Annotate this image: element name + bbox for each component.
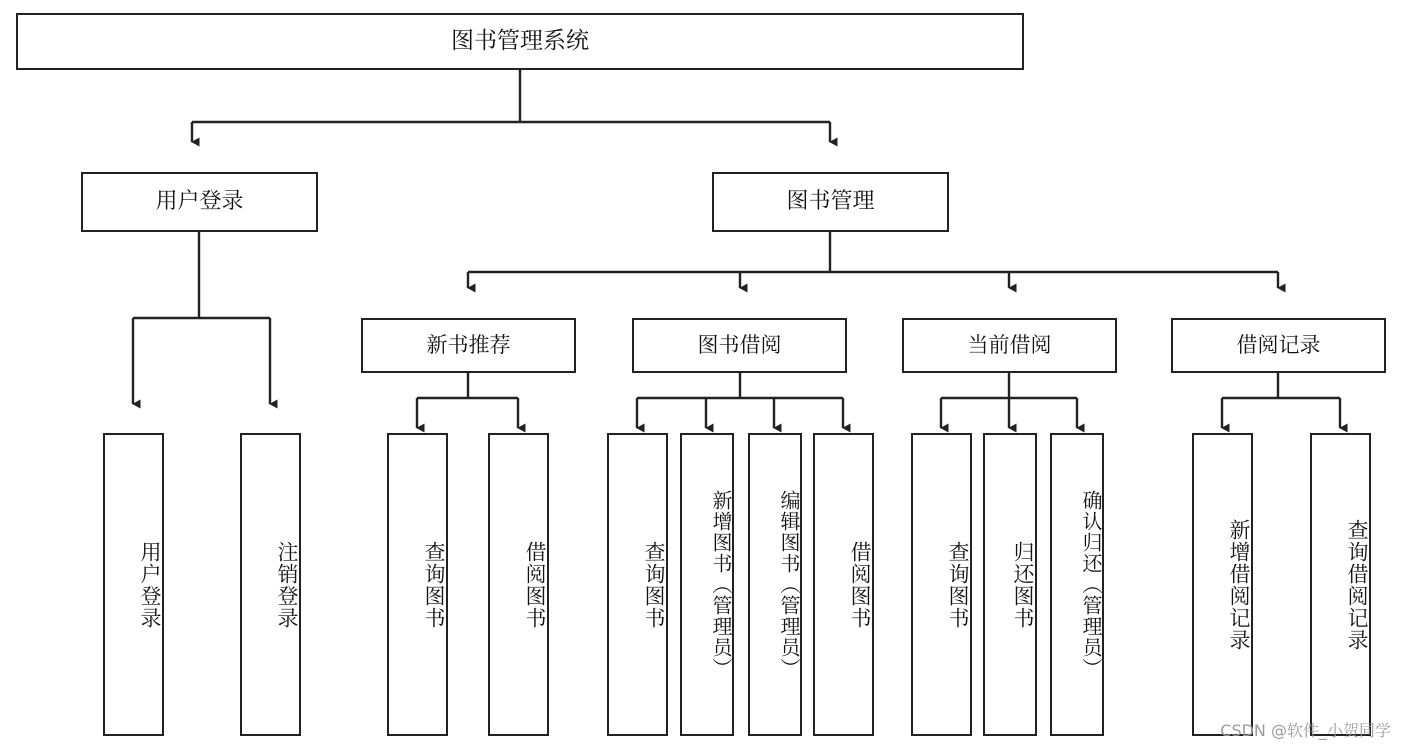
node-root[interactable]: 图书管理系统 bbox=[16, 13, 1024, 70]
leaf-borrow-add-book[interactable]: 新增图书（管理员） bbox=[680, 433, 734, 736]
leaf-new-borrow-book[interactable]: 借阅图书 bbox=[488, 433, 549, 736]
node-book-management[interactable]: 图书管理 bbox=[712, 172, 949, 232]
leaf-current-return-book[interactable]: 归还图书 bbox=[983, 433, 1037, 736]
leaf-borrow-borrow-book[interactable]: 借阅图书 bbox=[813, 433, 874, 736]
leaf-new-query-book[interactable]: 查询图书 bbox=[387, 433, 448, 736]
node-current-borrow[interactable]: 当前借阅 bbox=[902, 318, 1117, 373]
leaf-current-query-book[interactable]: 查询图书 bbox=[911, 433, 972, 736]
leaf-borrow-query-book[interactable]: 查询图书 bbox=[607, 433, 668, 736]
leaf-current-confirm-return[interactable]: 确认归还（管理员） bbox=[1050, 433, 1104, 736]
node-borrow-records[interactable]: 借阅记录 bbox=[1171, 318, 1386, 373]
leaf-user-login[interactable]: 用户登录 bbox=[103, 433, 164, 736]
leaf-logout[interactable]: 注销登录 bbox=[240, 433, 301, 736]
leaf-records-add[interactable]: 新增借阅记录 bbox=[1192, 433, 1253, 736]
node-book-borrow[interactable]: 图书借阅 bbox=[632, 318, 847, 373]
node-user-login[interactable]: 用户登录 bbox=[81, 172, 318, 232]
watermark-text: CSDN @软件_小贺同学 bbox=[1220, 721, 1391, 740]
node-new-book-recommend[interactable]: 新书推荐 bbox=[361, 318, 576, 373]
leaf-records-query[interactable]: 查询借阅记录 bbox=[1310, 433, 1371, 736]
leaf-borrow-edit-book[interactable]: 编辑图书（管理员） bbox=[748, 433, 802, 736]
